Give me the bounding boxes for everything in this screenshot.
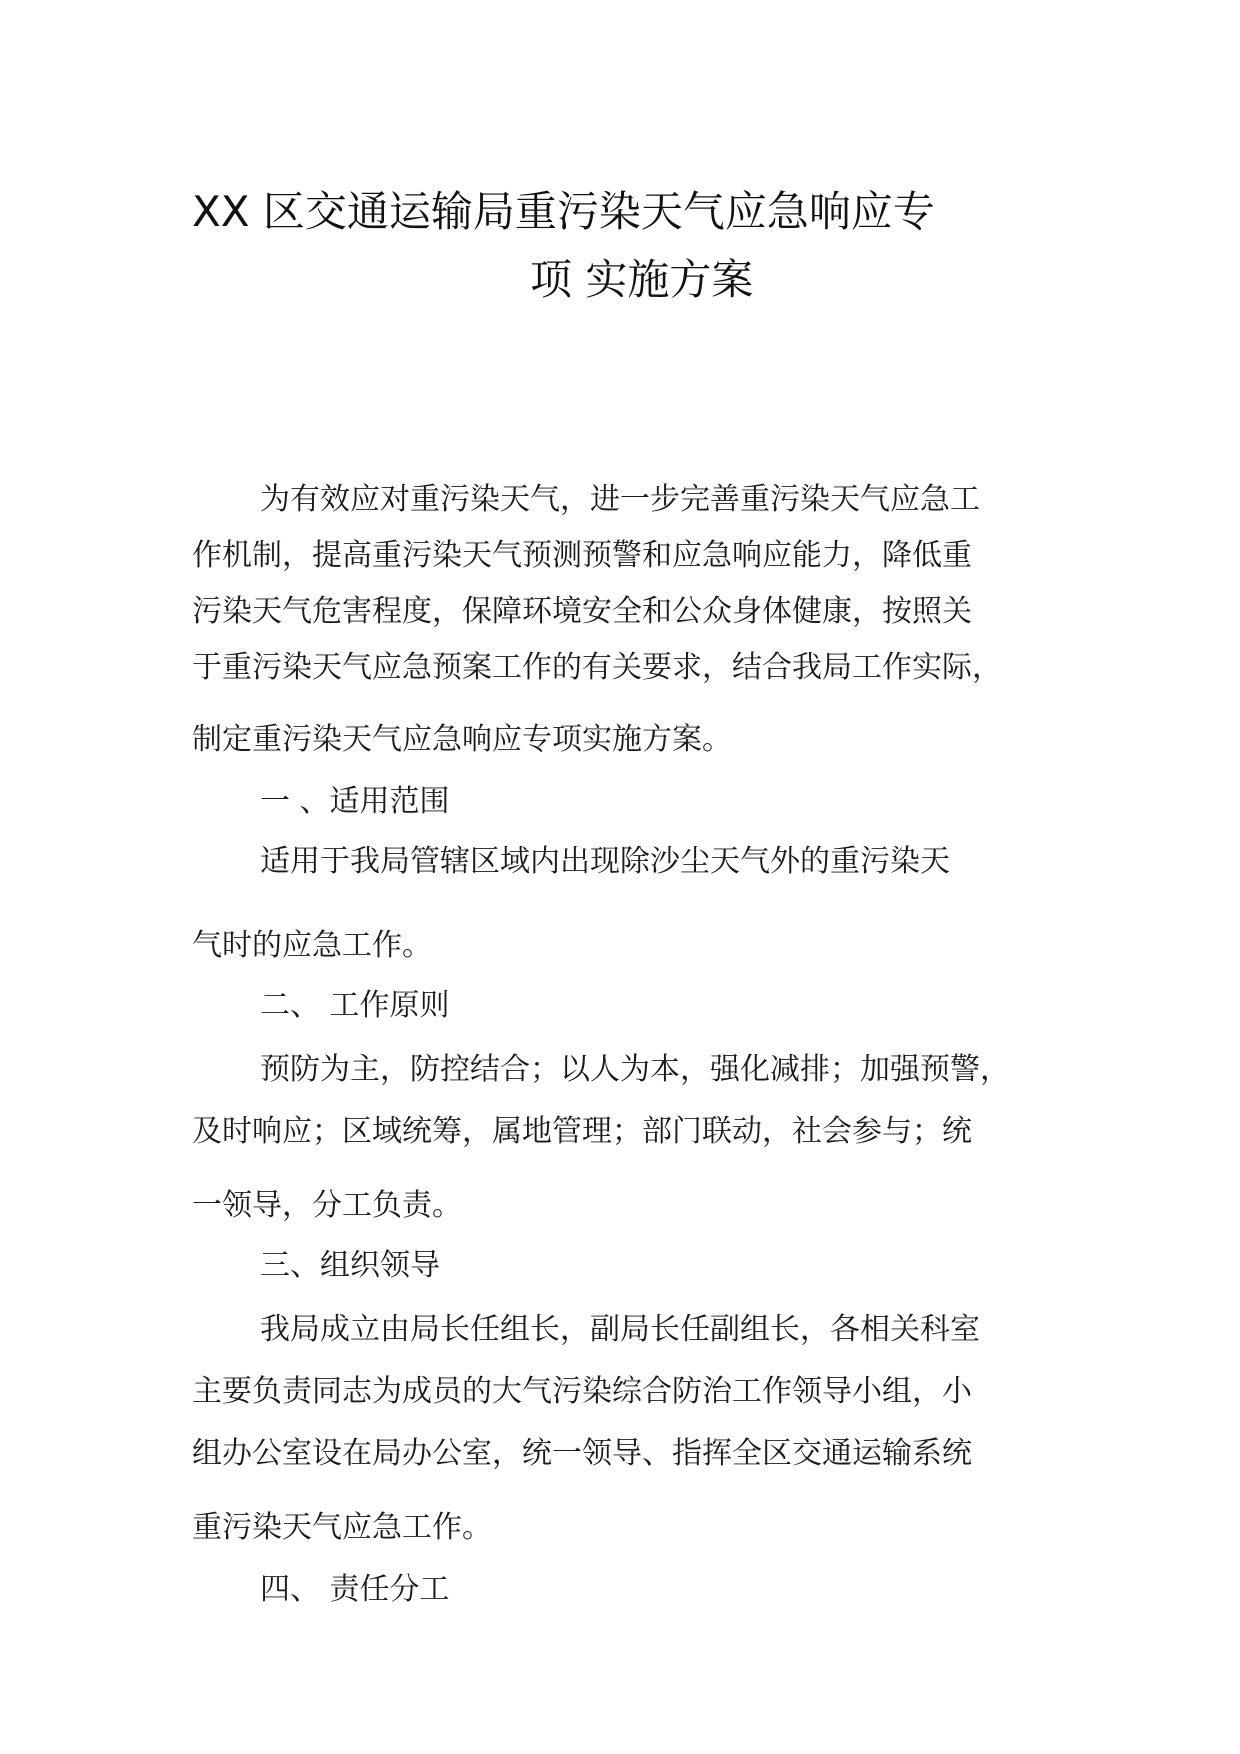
paragraph-intro-line: 污染天气危害程度，保障环境安全和公众身体健康，按照关: [192, 594, 972, 629]
paragraph-principles-line: 预防为主，防控结合；以人为本，强化减排；加强预警，: [260, 1052, 1010, 1087]
paragraph-intro-line: 为有效应对重污染天气，进一步完善重污染天气应急工: [260, 482, 980, 517]
paragraph-intro-line: 于重污染天气应急预案工作的有关要求，结合我局工作实际，: [192, 650, 1002, 685]
paragraph-principles-line: 一领导，分工负责。: [192, 1188, 462, 1223]
section-heading-leadership: 三、组织领导: [260, 1248, 440, 1283]
paragraph-leadership-line: 主要负责同志为成员的大气污染综合防治工作领导小组，小: [192, 1374, 972, 1409]
document-title-line-1: XX 区交通运输局重污染天气应急响应专: [192, 187, 935, 236]
paragraph-intro-line: 制定重污染天气应急响应专项实施方案。: [192, 722, 732, 757]
paragraph-leadership-line: 组办公室设在局办公室，统一领导、指挥全区交通运输系统: [192, 1436, 972, 1471]
paragraph-leadership-line: 我局成立由局长任组长，副局长任副组长，各相关科室: [260, 1312, 980, 1347]
section-heading-scope: 一 、适用范围: [260, 784, 450, 819]
section-heading-responsibilities: 四、 责任分工: [260, 1572, 450, 1607]
paragraph-principles-line: 及时响应；区域统筹，属地管理；部门联动，社会参与；统: [192, 1114, 972, 1149]
paragraph-intro-line: 作机制，提高重污染天气预测预警和应急响应能力，降低重: [192, 538, 972, 573]
section-heading-principles: 二、 工作原则: [260, 988, 450, 1023]
paragraph-scope-line: 适用于我局管辖区域内出现除沙尘天气外的重污染天: [260, 844, 950, 879]
paragraph-leadership-line: 重污染天气应急工作。: [192, 1510, 492, 1545]
paragraph-scope-line: 气时的应急工作。: [192, 928, 432, 963]
document-title-line-2: 项 实施方案: [530, 255, 754, 304]
